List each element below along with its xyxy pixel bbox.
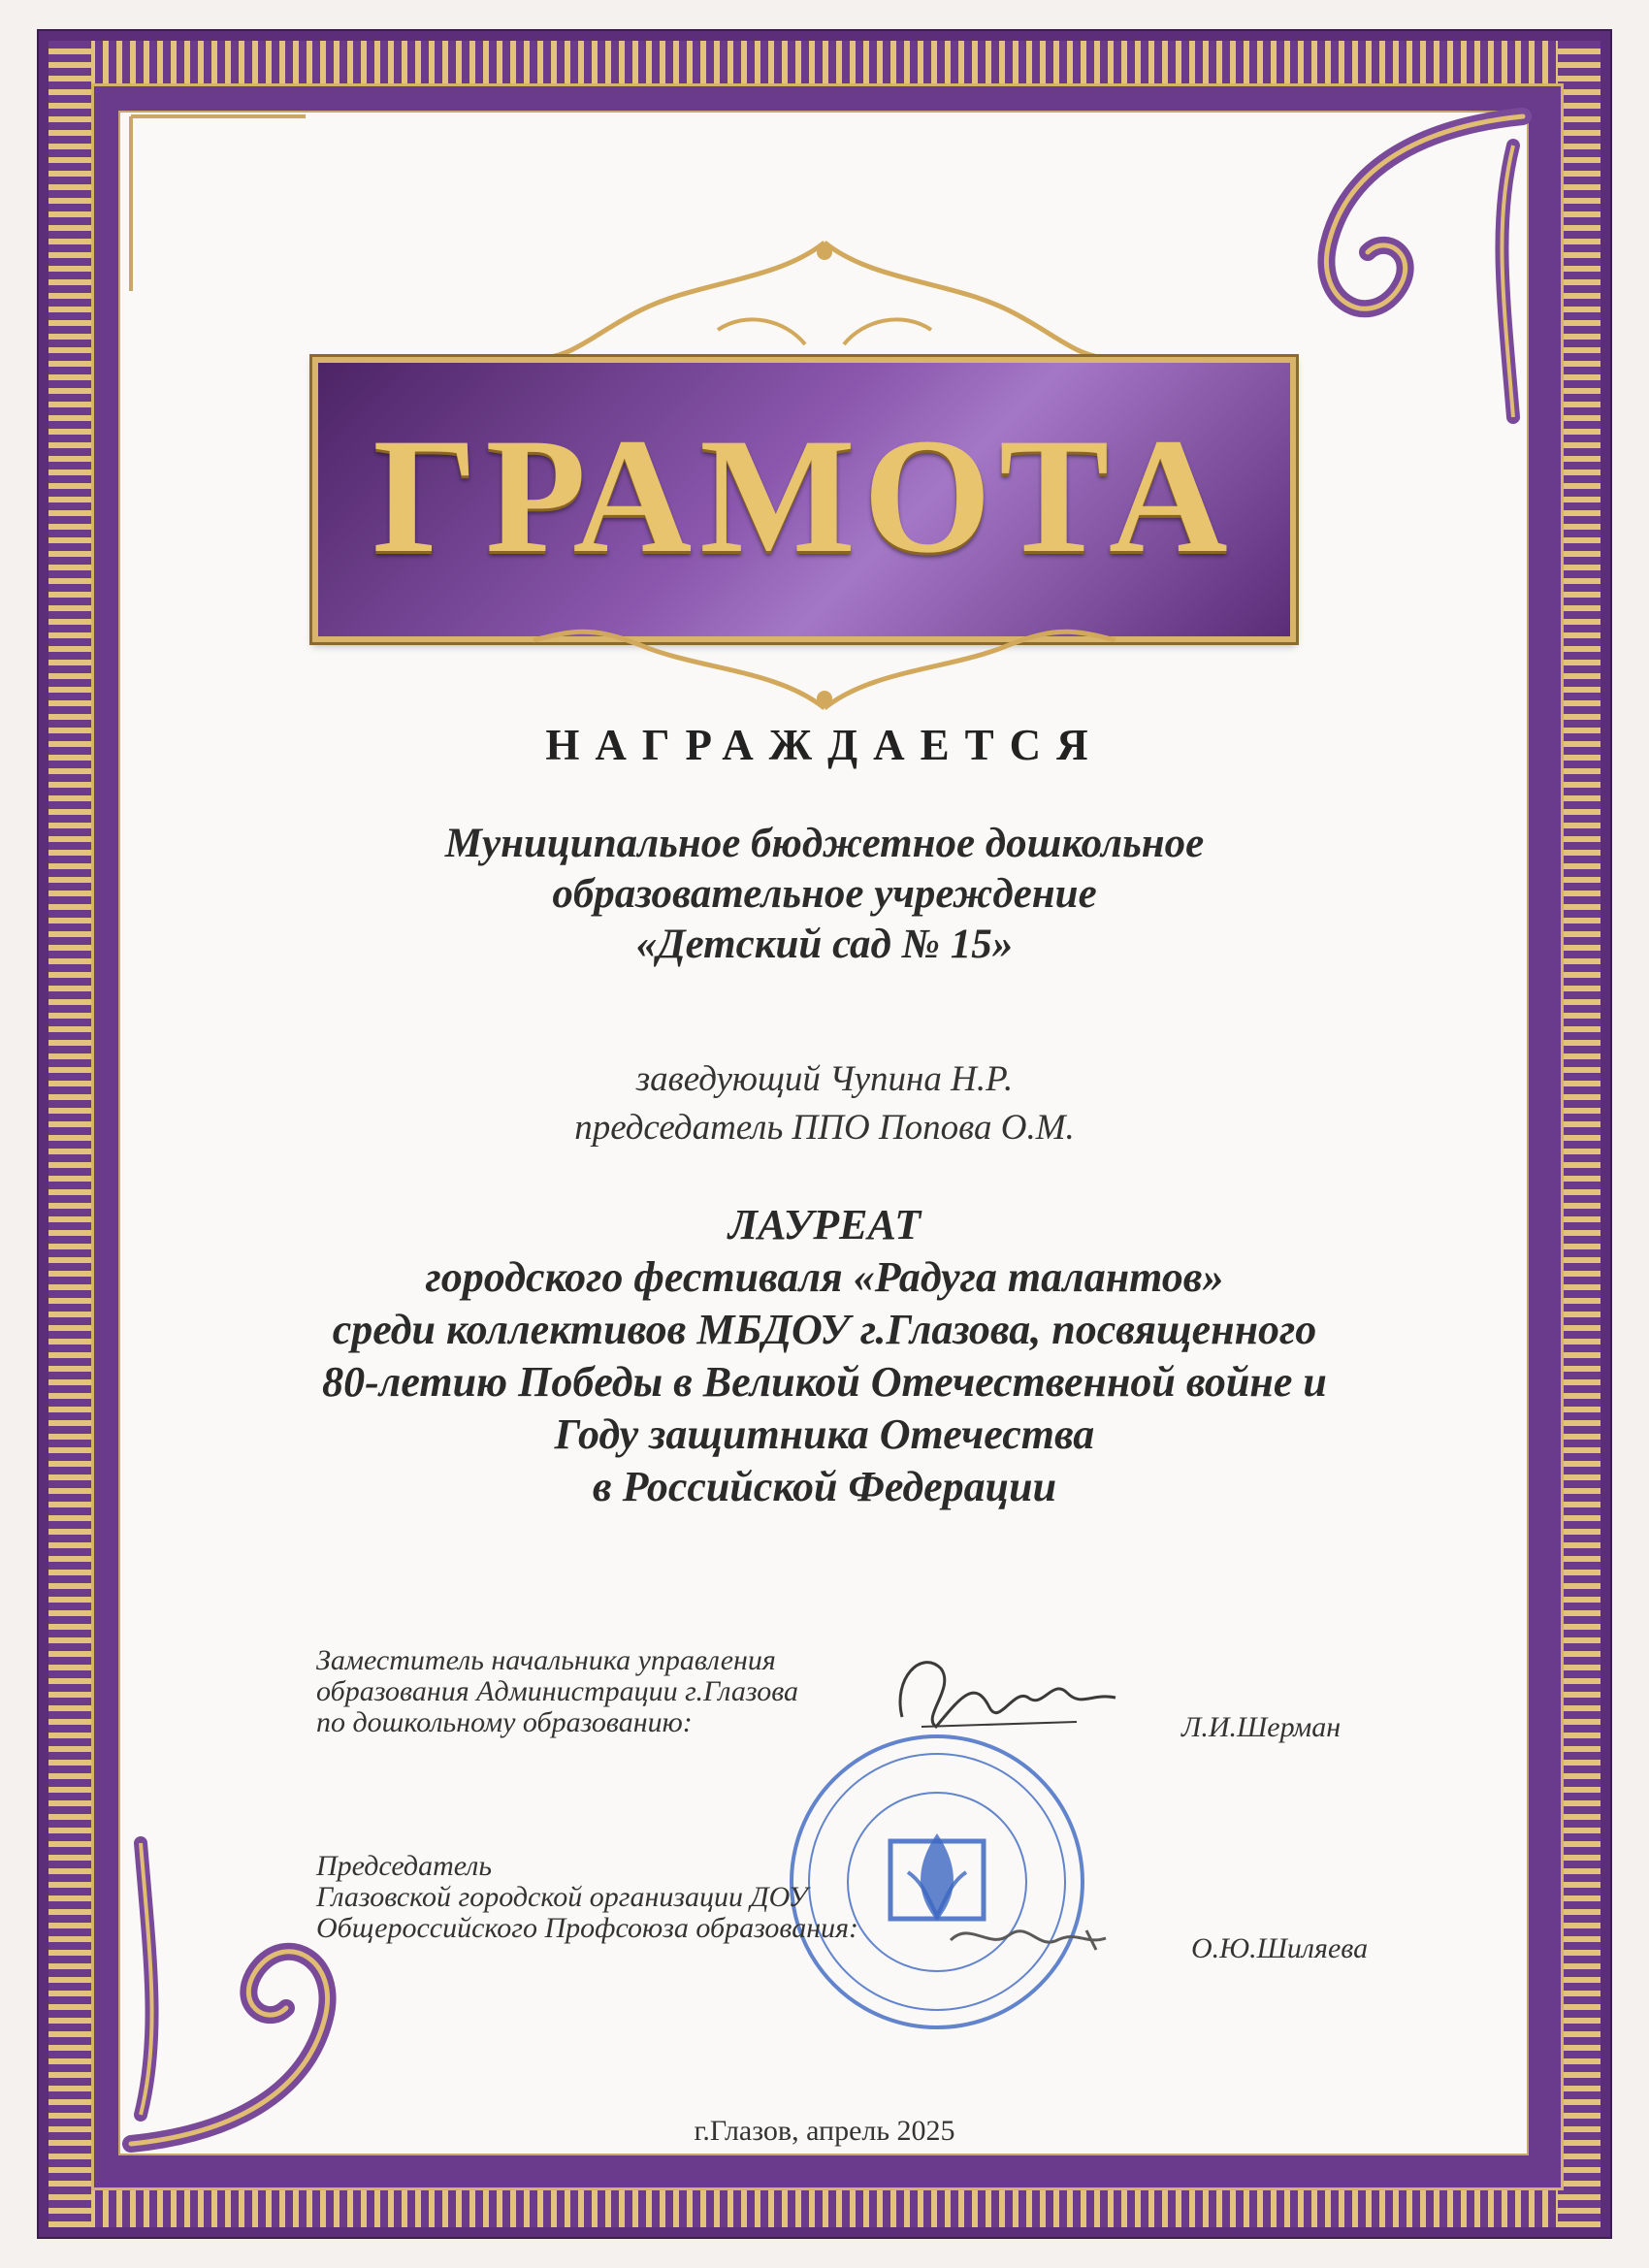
signer-name-shilyaeva: О.Ю.Шиляева: [1191, 1932, 1369, 1964]
certificate-title: ГРАМОТА: [372, 405, 1236, 587]
place-and-date: г.Глазов, апрель 2025: [694, 2115, 955, 2147]
laureate-line: Году защитника Отечества: [554, 1410, 1095, 1458]
signature-title-line: Глазовской городской организации ДОУ: [316, 1881, 808, 1913]
recipient-persons: [194, 1055, 1455, 1152]
signature-title-line: образования Администрации г.Глазова: [316, 1675, 799, 1707]
org-line: образовательное учреждение: [552, 871, 1097, 917]
banner-top-filigree: [427, 223, 1222, 369]
org-line: Муниципальное бюджетное дошкольное: [444, 821, 1205, 866]
org-line: «Детский сад № 15»: [635, 922, 1014, 967]
laureate-line: 80-летию Победы в Великой Отечественной войне и: [322, 1358, 1327, 1406]
laureate-line: ЛАУРЕАТ: [728, 1201, 922, 1248]
signature-block-chairman: [316, 1851, 858, 1944]
laureate-description: [194, 1199, 1455, 1513]
laureate-line: в Российской Федерации: [592, 1463, 1057, 1510]
title-banner: [312, 357, 1296, 642]
signature-title-line: Заместитель начальника управления: [316, 1644, 776, 1676]
banner-bottom-filigree: [427, 621, 1222, 728]
signature-block-deputy: [316, 1645, 798, 1738]
top-left-corner-ornament: [121, 107, 315, 301]
signature-title-line: Председатель: [316, 1850, 493, 1882]
organization-name: [194, 819, 1455, 970]
signer-name-sherman: Л.И.Шерман: [1181, 1711, 1342, 1743]
signature-title-line: по дошкольному образованию:: [316, 1706, 693, 1738]
handwritten-signature-shilyaeva: [941, 1901, 1135, 1969]
awarded-heading: НАГРАЖДАЕТСЯ: [545, 721, 1104, 769]
person-chair: председатель ППО Попова О.М.: [574, 1108, 1075, 1148]
person-head: заведующий Чупина Н.Р.: [635, 1059, 1014, 1099]
signature-title-line: Общероссийского Профсоюза образования:: [316, 1912, 859, 1944]
laureate-line: городского фестиваля «Радуга талантов»: [425, 1253, 1224, 1301]
laureate-line: среди коллективов МБДОУ г.Глазова, посвященного: [332, 1306, 1317, 1353]
